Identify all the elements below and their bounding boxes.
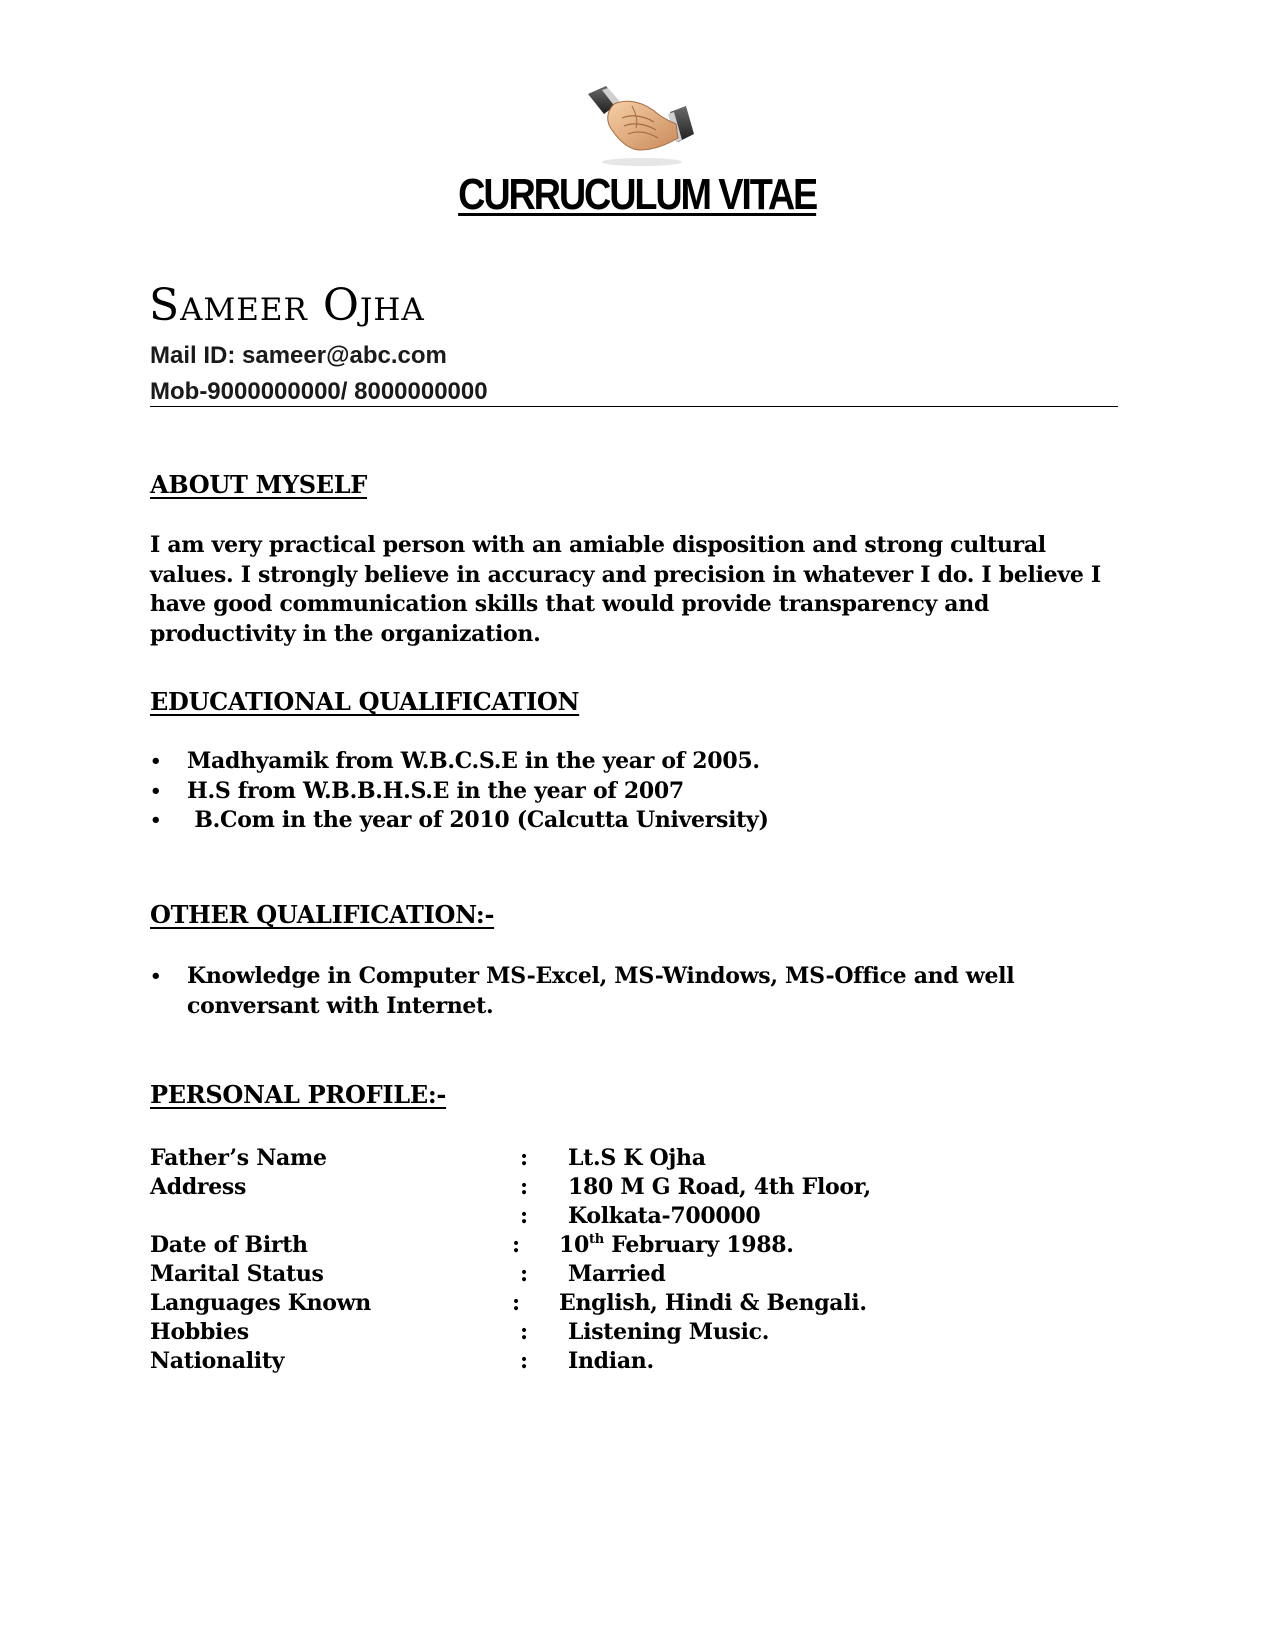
list-item (150, 806, 1120, 836)
education-list (150, 747, 1120, 836)
profile-separator: : (520, 1261, 528, 1287)
about-paragraph: I am very practical person with an amiable disposition and strong cultural values. I strongly believe in accuracy and precision in whatever I do. I believe I have good communication skills that would provide transparency and productivity in the organization. (150, 532, 1101, 647)
profile-label: Hobbies (150, 1319, 249, 1345)
bullet-icon: • (150, 780, 162, 802)
profile-value: 10th February 1988. (559, 1232, 794, 1258)
other-qualification-item: Knowledge in Computer MS-Excel, MS-Windows, MS-Office and well conversant with Internet. (187, 963, 1015, 1019)
profile-value: English, Hindi & Bengali. (559, 1290, 867, 1316)
profile-label: Nationality (150, 1348, 285, 1374)
profile-separator: : (520, 1174, 528, 1200)
profile-separator: : (520, 1145, 528, 1171)
profile-row-address-line2 (150, 1202, 1050, 1231)
profile-label: Languages Known (150, 1290, 372, 1316)
profile-row-address (150, 1173, 1050, 1202)
profile-value: 180 M G Road, 4th Floor, (568, 1174, 871, 1200)
profile-row-nationality (150, 1347, 1050, 1376)
about-heading: ABOUT MYSELF (150, 470, 368, 499)
education-heading: EDUCATIONAL QUALIFICATION (150, 687, 580, 716)
bullet-icon: • (150, 751, 162, 772)
candidate-mobile: Mob-9000000000/ 8000000000 (150, 378, 488, 405)
profile-value: Listening Music. (568, 1319, 770, 1345)
document-title: CURRUCULUM VITAE (458, 170, 817, 219)
header-divider (150, 406, 1118, 407)
profile-label: Address (150, 1174, 247, 1200)
other-qualification-heading: OTHER QUALIFICATION:- (150, 900, 495, 929)
profile-value: Lt.S K Ojha (568, 1145, 706, 1171)
profile-value: Kolkata-700000 (568, 1203, 761, 1229)
profile-label: Date of Birth (150, 1232, 308, 1258)
profile-row-hobbies (150, 1318, 1050, 1347)
candidate-name: Sameer Ojha (149, 280, 425, 331)
profile-row-dob (150, 1231, 1050, 1260)
list-item (150, 962, 1090, 1021)
profile-label: Father’s Name (150, 1145, 327, 1171)
list-item (150, 747, 1120, 777)
profile-separator: : (512, 1232, 520, 1258)
profile-value: Married (568, 1261, 666, 1287)
other-qualification-list (150, 962, 1090, 1021)
profile-separator: : (520, 1348, 528, 1374)
handshake-icon (584, 84, 696, 168)
profile-separator: : (520, 1319, 528, 1345)
bullet-icon: • (150, 810, 162, 831)
education-item: B.Com in the year of 2010 (Calcutta University) (187, 807, 769, 833)
profile-separator: : (520, 1203, 528, 1229)
bullet-icon: • (150, 966, 162, 987)
personal-profile-heading: PERSONAL PROFILE:- (150, 1080, 447, 1109)
profile-label: Marital Status (150, 1261, 324, 1287)
profile-row-fathers-name (150, 1144, 1050, 1173)
education-item: H.S from W.B.B.H.S.E in the year of 2007 (187, 777, 684, 804)
candidate-email: Mail ID: sameer@abc.com (150, 342, 447, 369)
education-item: Madhyamik from W.B.C.S.E in the year of 2005. (187, 748, 760, 774)
profile-row-languages (150, 1289, 1050, 1318)
list-item (150, 777, 1120, 807)
profile-value: Indian. (568, 1348, 654, 1374)
profile-row-marital-status (150, 1260, 1050, 1289)
profile-separator: : (512, 1290, 520, 1316)
